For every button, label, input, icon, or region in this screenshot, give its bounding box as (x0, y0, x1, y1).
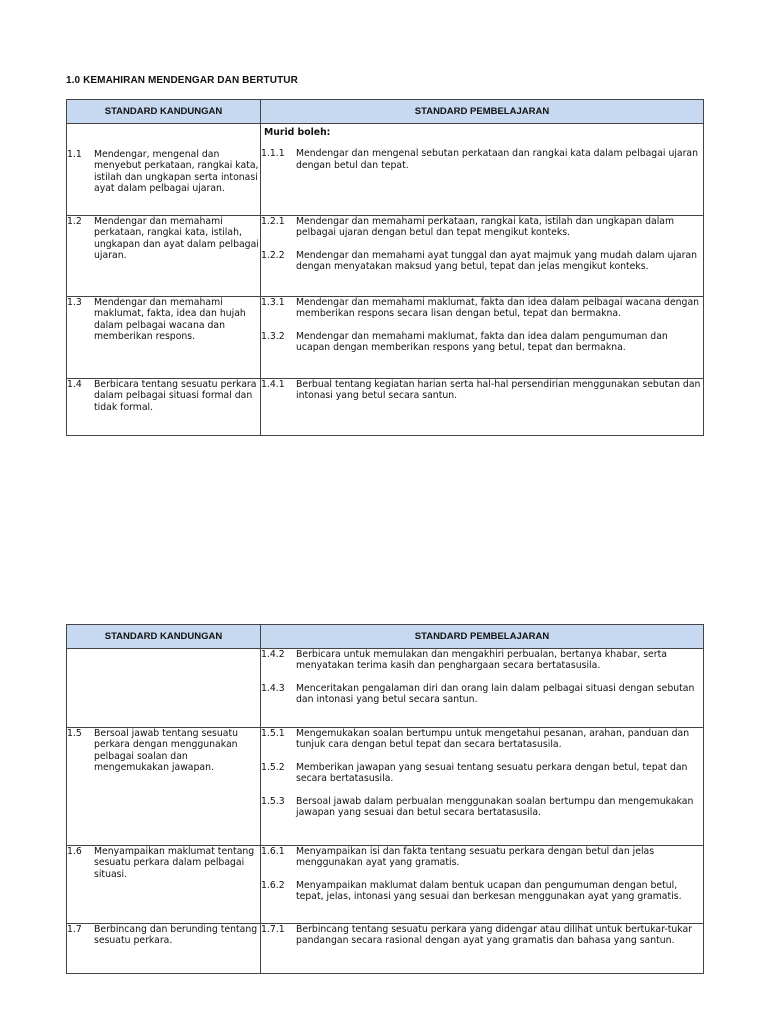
sp-text: Menyampaikan isi dan fakta tentang sesuatu perkara dengan betul dan jelas menggunakan ayat yang gramatis. (296, 846, 655, 869)
sp-text: Mendengar dan memahami ayat tunggal dan ayat majmuk yang mudah dalam ujaran dengan menyatakan maksud yang betul, tepat dan jelas mengikut konteks. (296, 249, 698, 273)
sp-item (261, 796, 703, 819)
table-header-row (67, 100, 704, 124)
sp-item (261, 683, 703, 706)
sp-item (261, 148, 703, 171)
sp-number: 1.4.3 (261, 682, 285, 694)
sk-cell (67, 297, 261, 379)
sk-text: Mendengar dan memahami perkataan, rangkai kata, istilah, ungkapan dan ayat dalam pelbagai ujaran. (94, 216, 259, 262)
sk-cell (67, 846, 261, 924)
sk-number: 1.6 (67, 846, 82, 857)
sp-text: Berbicara untuk memulakan dan mengakhiri perbualan, bertanya khabar, serta menyatakan terima kasih dan penghargaan secara bertatasusila. (296, 649, 667, 672)
sk-item (67, 149, 260, 195)
sk-number: 1.1 (67, 149, 82, 160)
sp-item (261, 924, 703, 947)
sk-cell (67, 379, 261, 436)
sp-number: 1.5.2 (261, 761, 285, 773)
sp-text: Bersoal jawab dalam perbualan menggunakan soalan bertumpu dan mengemukakan jawapan yang sesuai dan betul secara bertatasusila. (296, 795, 694, 819)
sk-item (67, 297, 260, 343)
sk-cell (67, 216, 261, 297)
table-header-row (67, 625, 704, 649)
sp-cell (261, 846, 704, 924)
sp-item (261, 331, 703, 354)
sk-number: 1.4 (67, 379, 82, 390)
sk-text: Berbicara tentang sesuatu perkara dalam pelbagai situasi formal dan tidak formal. (94, 379, 257, 413)
sk-item (67, 216, 260, 262)
sp-number: 1.2.2 (261, 249, 285, 261)
sk-number: 1.7 (67, 924, 82, 935)
sp-number: 1.2.1 (261, 216, 285, 227)
sp-text: Mendengar dan memahami maklumat, fakta dan idea dalam pelbagai wacana dengan memberikan respons secara lisan dengan betul, tepat dan bermakna. (296, 297, 700, 320)
sp-number: 1.5.1 (261, 728, 285, 739)
sp-text: Mengemukakan soalan bertumpu untuk mengetahui pesanan, arahan, panduan dan tunjuk cara dengan betul tepat dan secara bertatasusila. (296, 728, 690, 751)
sp-cell (261, 216, 704, 297)
table-row (67, 297, 704, 379)
murid-boleh-label: Murid boleh: (264, 127, 331, 138)
sp-item (261, 379, 703, 402)
sk-cell (67, 649, 261, 728)
sp-text: Mendengar dan mengenal sebutan perkataan dan rangkai kata dalam pelbagai ujaran dengan betul dan tepat. (296, 148, 699, 171)
sk-item (67, 379, 260, 413)
sp-cell (261, 379, 704, 436)
table-row (67, 379, 704, 436)
table-row (67, 216, 704, 297)
sp-cell (261, 297, 704, 379)
sp-item (261, 846, 703, 869)
table-row (67, 846, 704, 924)
sp-text: Memberikan jawapan yang sesuai tentang sesuatu perkara dengan betul, tepat dan secara bertatasusila. (296, 761, 688, 785)
sp-item (261, 649, 703, 672)
sk-item (67, 846, 260, 880)
standards-table-2 (66, 624, 704, 974)
sp-number: 1.4.2 (261, 649, 285, 660)
sk-number: 1.2 (67, 216, 82, 227)
sk-cell (67, 924, 261, 974)
sk-text: Bersoal jawab tentang sesuatu perkara dengan menggunakan pelbagai soalan dan mengemukakan jawapan. (94, 728, 239, 774)
sk-item (67, 924, 260, 947)
header-standard-pembelajaran: STANDARD PEMBELAJARAN (261, 100, 704, 124)
sp-cell (261, 649, 704, 728)
sp-item (261, 216, 703, 239)
sp-number: 1.3.2 (261, 330, 285, 342)
sk-number: 1.3 (67, 297, 82, 308)
sp-text: Mendengar dan memahami perkataan, rangkai kata, istilah dan ungkapan dalam pelbagai ujaran dengan betul dan tepat mengikut konteks. (296, 216, 675, 239)
sp-number: 1.1.1 (261, 148, 285, 160)
standards-table-1 (66, 99, 704, 436)
sp-cell (261, 728, 704, 846)
sk-item (67, 728, 260, 774)
sk-text: Menyampaikan maklumat tentang sesuatu perkara dalam pelbagai situasi. (94, 846, 255, 880)
header-standard-pembelajaran: STANDARD PEMBELAJARAN (261, 625, 704, 649)
sp-number: 1.6.1 (261, 846, 285, 857)
sp-number: 1.3.1 (261, 297, 285, 308)
sp-text: Menyampaikan maklumat dalam bentuk ucapan dan pengumuman dengan betul, tepat, jelas, intonasi yang sesuai dan berkesan menggunakan ayat yang gramatis. (296, 879, 682, 903)
sk-number: 1.5 (67, 728, 82, 739)
table-row (67, 728, 704, 846)
sp-number: 1.7.1 (261, 924, 285, 935)
sp-text: Menceritakan pengalaman diri dan orang lain dalam pelbagai situasi dengan sebutan dan intonasi yang betul secara santun. (296, 682, 695, 706)
sk-cell (67, 124, 261, 216)
sp-number: 1.4.1 (261, 379, 285, 390)
sp-item (261, 762, 703, 785)
table-row (67, 924, 704, 974)
sp-item (261, 728, 703, 751)
sp-cell (261, 124, 704, 216)
sp-number: 1.5.3 (261, 795, 285, 807)
sp-text: Berbincang tentang sesuatu perkara yang didengar atau dilihat untuk bertukar-tukar pandangan secara rasional dengan ayat yang gramatis dan bahasa yang santun. (296, 924, 692, 947)
sk-text: Berbincang dan berunding tentang sesuatu perkara. (94, 924, 258, 947)
sp-item (261, 250, 703, 273)
sp-text: Berbual tentang kegiatan harian serta hal-hal persendirian menggunakan sebutan dan intonasi yang betul secara santun. (296, 379, 701, 402)
header-standard-kandungan: STANDARD KANDUNGAN (67, 100, 261, 124)
sp-text: Mendengar dan memahami maklumat, fakta dan idea dalam pengumuman dan ucapan dengan memberikan respons yang betul, tepat dan bermakna. (296, 330, 668, 354)
table-row (67, 124, 704, 216)
sk-cell (67, 728, 261, 846)
sk-text: Mendengar, mengenal dan menyebut perkataan, rangkai kata, istilah dan ungkapan serta intonasi ayat dalam pelbagai ujaran. (94, 149, 259, 195)
table-row (67, 649, 704, 728)
header-standard-kandungan: STANDARD KANDUNGAN (67, 625, 261, 649)
sp-item (261, 297, 703, 320)
sp-cell (261, 924, 704, 974)
sp-item (261, 880, 703, 903)
section-heading: 1.0 KEMAHIRAN MENDENGAR DAN BERTUTUR (66, 75, 298, 86)
sp-number: 1.6.2 (261, 879, 285, 891)
sk-text: Mendengar dan memahami maklumat, fakta, idea dan hujah dalam pelbagai wacana dan memberikan respons. (94, 297, 246, 343)
